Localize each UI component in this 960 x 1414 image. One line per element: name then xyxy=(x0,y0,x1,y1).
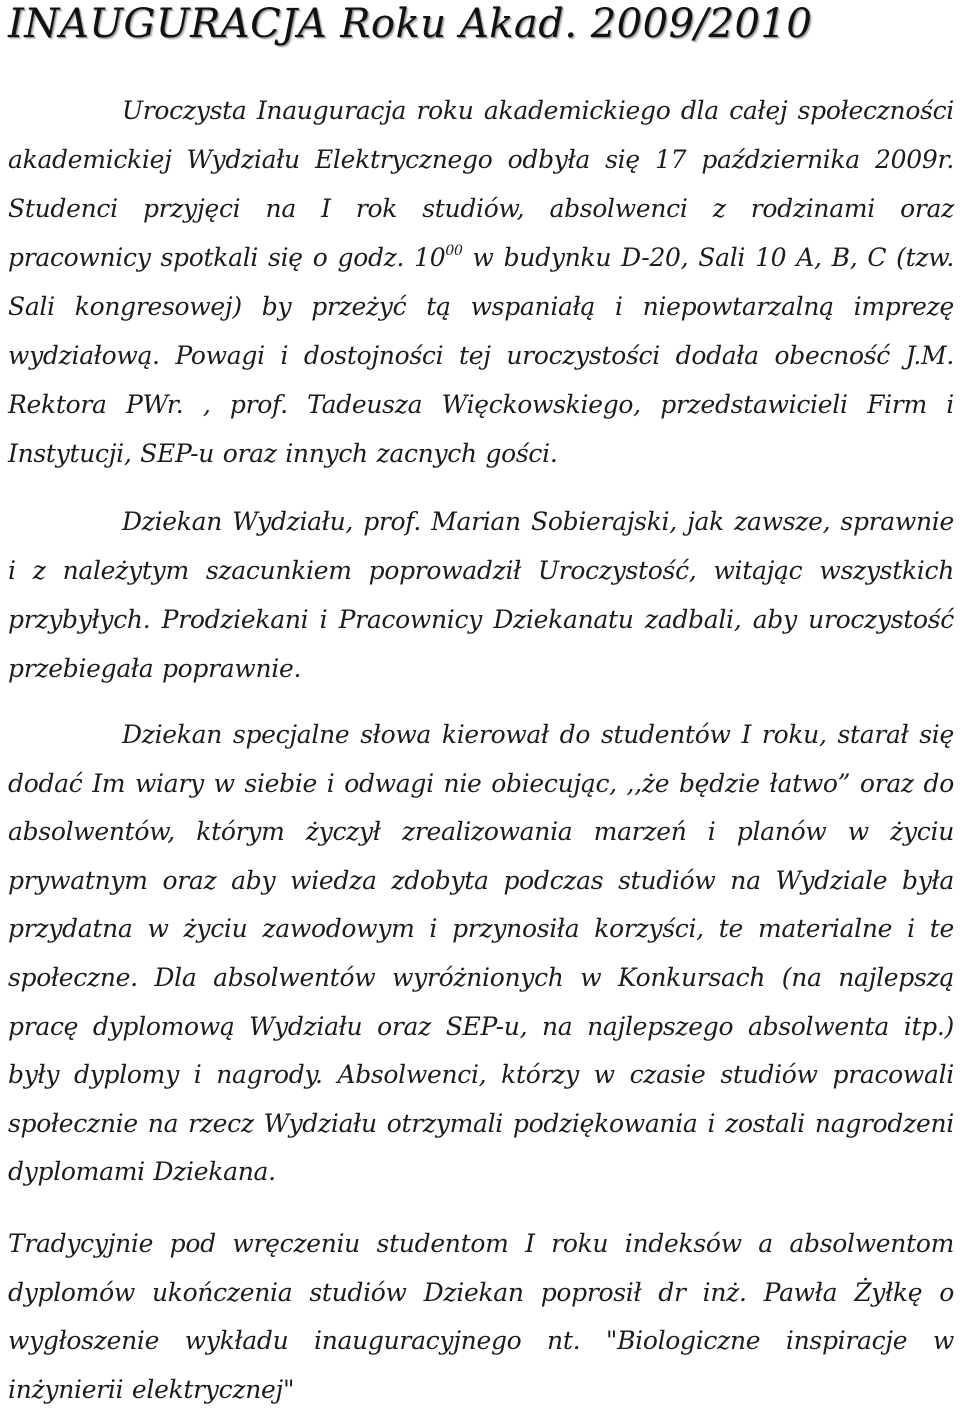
time-superscript: 00 xyxy=(445,243,463,259)
paragraph-inauguration xyxy=(8,86,954,478)
document-title: INAUGURACJA Roku Akad. 2009/2010 xyxy=(8,1,813,47)
paragraph-dean xyxy=(8,497,954,693)
paragraph-dean-speech-text: Dziekan specjalne słowa kierował do studentów I roku, starał się dodać Im wiary w siebie i odwagi nie obiecując, ,,że będzie łatwo” oraz do absolwentów, którym życzył zrealizowania marzeń i planów w życiu prywatnym oraz aby wiedza zdobyta podczas studiów na Wydziale była przydatna w życiu zawodowym i przynosiła korzyści, te materialne i te społeczne. Dla absolwentów wyróżnionych w Konkursach (na najlepszą pracę dyplomową Wydziału oraz SEP-u, na najlepszego absolwenta itp.) były dyplomy i nagrody. Absolwenci, którzy w czasie studiów pracowali społecznie na rzecz Wydziału otrzymali podziękowania i zostali nagrodzeni dyplomami Dziekana. xyxy=(8,720,954,1187)
paragraph-lecture-text: Tradycyjnie pod wręczeniu studentom I roku indeksów a absolwentom dyplomów ukończenia studiów Dziekan poprosił dr inż. Pawła Żyłkę o wygłoszenie wykładu inauguracyjnego nt. "Biologiczne inspiracje w inżynierii elektrycznej" xyxy=(8,1229,954,1404)
paragraph-dean-speech xyxy=(8,711,954,1197)
paragraph-inauguration-text-b: w budynku D-20, Sali 10 A, B, C (tzw. Sali kongresowej) by przeżyć tą wspaniałą i niepowtarzalną imprezę wydziałową. Powagi i dostojności tej uroczystości dodała obecność J.M. Rektora PWr. , prof. Tadeusza Więckowskiego, przedstawicieli Firm i Instytucji, SEP-u oraz innych zacnych gości. xyxy=(8,243,954,468)
paragraph-lecture xyxy=(8,1220,954,1414)
paragraph-dean-text: Dziekan Wydziału, prof. Marian Sobierajski, jak zawsze, sprawnie i z należytym szacunkiem poprowadził Uroczystość, witając wszystkich przybyłych. Prodziekani i Pracownicy Dziekanatu zadbali, aby uroczystość przebiegała poprawnie. xyxy=(8,507,954,683)
paragraph-inauguration-text-a: Uroczysta Inauguracja roku akademickiego dla całej społeczności akademickiej Wydziału Elektrycznego odbyła się 17 października 2009r. Studenci przyjęci na I rok studiów, absolwenci z rodzinami oraz pracownicy spotkali się o godz. 10 xyxy=(8,96,954,272)
